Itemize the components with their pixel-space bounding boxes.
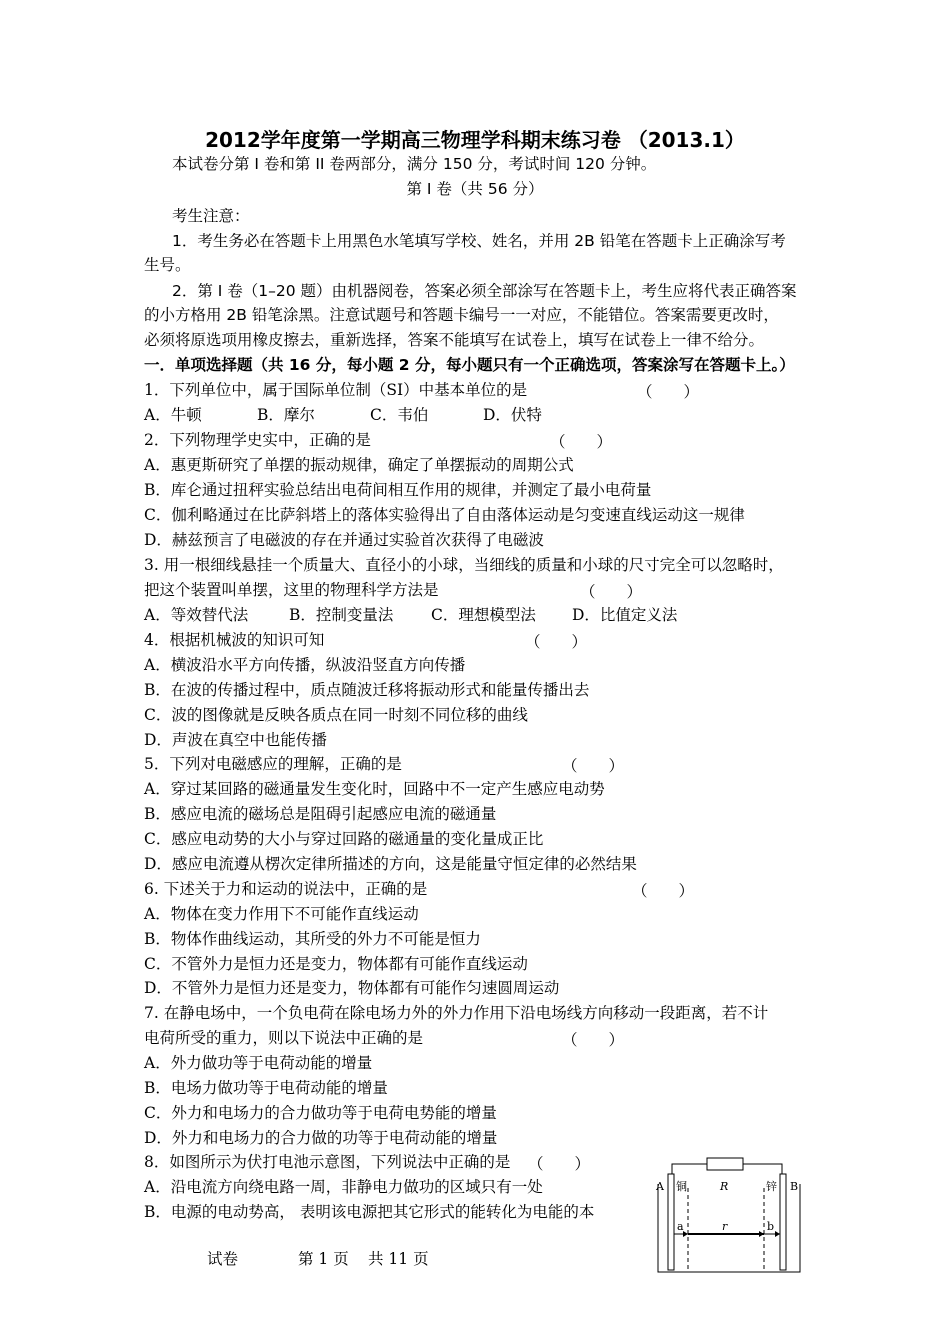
label-a: a [677,1220,684,1233]
exam-title: 2012学年度第一学期高三物理学科期末练习卷 （2013.1） [205,128,745,152]
notice-heading: 考生注意： [172,207,250,225]
resistor-R [707,1158,743,1170]
q6-option-c: C．不管外力是恒力还是变力，物体都有可能作直线运动 [144,955,528,973]
footer-total: 共 11 页 [368,1250,429,1268]
section1-heading: 一．单项选择题（共 16 分，每小题 2 分，每小题只有一个正确选项，答案涂写在答题卡上。） [144,356,795,374]
q1-paren: （ ） [637,383,700,401]
q1-stem: 1．下列单位中，属于国际单位制（SI）中基本单位的是 [144,381,528,399]
q2-paren: （ ） [550,433,613,451]
q5-option-c: C．感应电动势的大小与穿过回路的磁通量的变化量成正比 [144,830,544,848]
q5-option-d: D．感应电流遵从楞次定律所描述的方向，这是能量守恒定律的必然结果 [144,855,637,873]
q6-option-d: D．不管外力是恒力还是变力，物体都有可能作匀速圆周运动 [144,979,560,997]
q2-stem: 2．下列物理学史实中，正确的是 [144,431,371,449]
q2-option-d: D．赫兹预言了电磁波的存在并通过实验首次获得了电磁波 [144,531,544,549]
q3-option-a: A．等效替代法 [144,606,249,624]
q7-paren: （ ） [562,1031,625,1049]
q1-option-a: A．牛顿 [144,406,202,424]
q4-option-a: A．横波沿水平方向传播，纵波沿竖直方向传播 [144,656,466,674]
q8-option-b: B．电源的电动势高， 表明该电源把其它形式的能转化为电能的本 [144,1203,595,1221]
q7-stem-cont: 电荷所受的重力，则以下说法中正确的是 [144,1029,424,1047]
q1-option-d: D．伏特 [483,406,542,424]
copper-electrode [668,1174,674,1270]
label-r: r [722,1220,728,1233]
q6-option-a: A．物体在变力作用下不可能作直线运动 [144,905,419,923]
wire-left [672,1164,707,1174]
q6-stem: 6. 下述关于力和运动的说法中，正确的是 [144,880,428,898]
voltaic-cell-figure [652,1148,812,1278]
q1-option-b: B．摩尔 [257,406,315,424]
q8-option-a: A．沿电流方向绕电路一周，非静电力做功的区域只有一处 [144,1178,543,1196]
label-A: A [656,1180,664,1193]
q2-option-c: C．伽利略通过在比萨斜塔上的落体实验得出了自由落体运动是匀变速直线运动这一规律 [144,506,745,524]
notice-item-2-cont2: 必须将原选项用橡皮擦去，重新选择，答案不能填写在试卷上，填写在试卷上一律不给分。 [144,331,765,349]
q5-option-b: B．感应电流的磁场总是阻碍引起感应电流的磁通量 [144,805,497,823]
notice-item-2-cont: 的小方格用 2B 铅笔涂黑。注意试题号和答题卡编号一一对应，不能错位。答案需要更改时， [144,306,779,324]
q4-option-b: B．在波的传播过程中，质点随波迁移将振动形式和能量传播出去 [144,681,590,699]
wire-right [743,1164,782,1174]
label-B: B [790,1180,799,1193]
q5-stem: 5．下列对电磁感应的理解，正确的是 [144,755,402,773]
q3-stem: 3. 用一根细线悬挂一个质量大、直径小的小球，当细线的质量和小球的尺寸完全可以忽略时， [144,556,784,574]
q3-paren: （ ） [580,583,643,601]
q4-stem: 4．根据机械波的知识可知 [144,631,325,649]
notice-item-1: 1．考生务必在答题卡上用黑色水笔填写学校、姓名，并用 2B 铅笔在答题卡上正确涂写考 [172,232,786,250]
zinc-electrode [780,1174,786,1270]
notice-item-2: 2．第 I 卷（1–20 题）由机器阅卷，答案必须全部涂写在答题卡上，考生应将代表正确答案 [172,282,797,300]
q8-paren: （ ） [528,1155,591,1173]
footer-page: 第 1 页 [298,1250,349,1268]
q5-option-a: A．穿过某回路的磁通量发生变化时，回路中不一定产生感应电动势 [144,780,605,798]
q7-option-c: C．外力和电场力的合力做功等于电荷电势能的增量 [144,1104,497,1122]
q3-option-c: C．理想模型法 [431,606,536,624]
q7-stem: 7. 在静电场中，一个负电荷在除电场力外的外力作用下沿电场线方向移动一段距离，若不计 [144,1004,769,1022]
q2-option-b: B．库仑通过扭秤实验总结出电荷间相互作用的规律，并测定了最小电荷量 [144,481,652,499]
q6-paren: （ ） [632,882,695,900]
q4-paren: （ ） [525,633,588,651]
q4-option-d: D．声波在真空中也能传播 [144,731,327,749]
label-R: R [720,1180,729,1193]
notice-item-1-cont: 生号。 [144,256,191,274]
q3-stem-cont: 把这个装置叫单摆，这里的物理科学方法是 [144,581,439,599]
q4-option-c: C．波的图像就是反映各质点在同一时刻不同位移的曲线 [144,706,528,724]
q6-option-b: B．物体作曲线运动，其所受的外力不可能是恒力 [144,930,481,948]
label-zinc: 锌 [766,1180,777,1193]
q7-option-d: D．外力和电场力的合力做的功等于电荷动能的增量 [144,1129,498,1147]
q7-option-a: A．外力做功等于电荷动能的增量 [144,1054,373,1072]
label-copper: 铜 [676,1180,687,1193]
q5-paren: （ ） [562,757,625,775]
q8-stem: 8．如图所示为伏打电池示意图，下列说法中正确的是 [144,1153,511,1171]
q2-option-a: A．惠更斯研究了单摆的振动规律，确定了单摆振动的周期公式 [144,456,574,474]
label-b: b [767,1220,775,1233]
exam-intro: 本试卷分第 I 卷和第 II 卷两部分，满分 150 分，考试时间 120 分钟。 [172,155,657,173]
q1-option-c: C．韦伯 [370,406,429,424]
q3-option-b: B．控制变量法 [289,606,394,624]
q3-option-d: D．比值定义法 [572,606,678,624]
part1-heading: 第 I 卷（共 56 分） [406,180,544,198]
q7-option-b: B．电场力做功等于电荷动能的增量 [144,1079,388,1097]
footer-left: 试卷 [207,1250,239,1268]
